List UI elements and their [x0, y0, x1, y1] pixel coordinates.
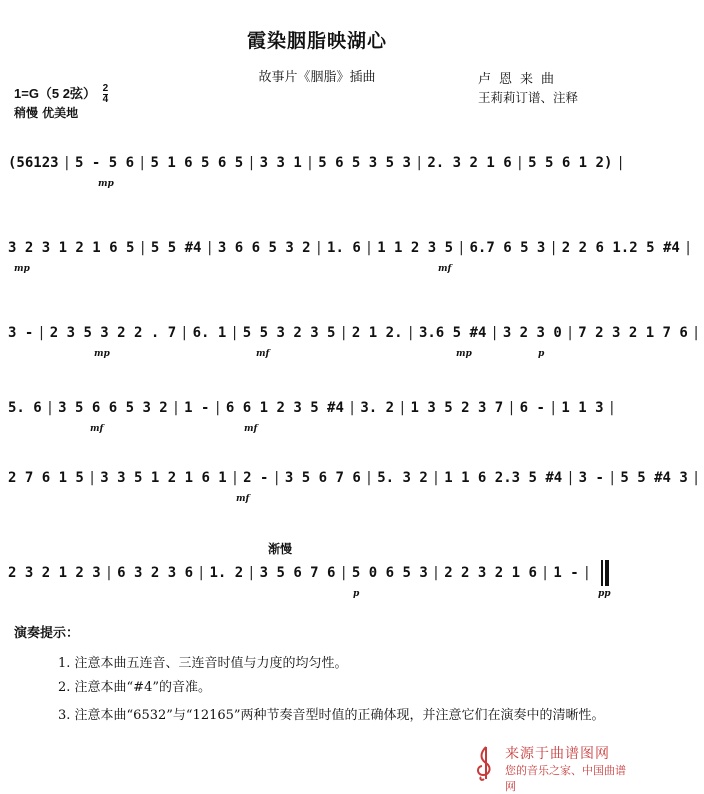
watermark-line-1: 来源于曲谱图网 — [505, 746, 610, 762]
measure: 3 2 3 1 2 1 6 5 | — [8, 240, 151, 256]
score-row-3 — [8, 325, 688, 359]
measure: 5 5 6 1 2) | — [528, 155, 629, 171]
measure: 3 - | — [579, 470, 621, 486]
time-signature-bottom: 4 — [102, 94, 109, 106]
measure: 1 1 6 2.3 5 #4 | — [444, 470, 578, 486]
time-signature — [103, 84, 109, 105]
measure: 1 3 5 2 3 7 | — [411, 400, 520, 416]
tip-item: 3. 注意本曲“6532”与“12165”两种节奏音型时值的正确体现，并注意它们在演奏中的清晰性。 — [58, 708, 605, 723]
key-signature — [14, 83, 108, 105]
dynamic-mark: mp — [94, 349, 110, 359]
measure: 1. 2 | — [209, 565, 259, 581]
score-row-4 — [8, 400, 608, 434]
measure: 2 1 2. | — [352, 325, 419, 341]
page-title: 霞染胭脂映湖心 — [246, 30, 387, 52]
measure: 5 1 6 5 6 5 | — [150, 155, 259, 171]
measure: 6.7 6 5 3 | — [470, 240, 562, 256]
measure: 3 5 6 7 6 | — [260, 565, 352, 581]
arranger: 王莉莉订谱、注释 — [478, 90, 579, 105]
measure: 5 6 5 3 5 3 | — [318, 155, 427, 171]
dynamic-mark: mf — [256, 349, 270, 359]
measure: 2 3 2 1 2 3 | — [8, 565, 117, 581]
dynamic-mark: mf — [244, 424, 258, 434]
dynamic-mark: mp — [456, 349, 472, 359]
score-row-6 — [8, 565, 611, 599]
measure: 6 6 1 2 3 5 #4 | — [226, 400, 360, 416]
measure: 6 3 2 3 6 | — [117, 565, 209, 581]
measure: 5 - 5 6 | — [75, 155, 150, 171]
dynamic-mark: mf — [90, 424, 104, 434]
measure: 2 3 5 3 2 2 . 7 | — [50, 325, 193, 341]
measure: 5. 6 | — [8, 400, 58, 416]
measure: 2 2 3 2 1 6 | — [444, 565, 553, 581]
measure: 1 - | — [184, 400, 226, 416]
measure: 6 - | — [520, 400, 562, 416]
composer: 卢恩来曲 — [478, 72, 563, 87]
key-label: 1=G（5 2弦） — [14, 86, 97, 101]
measure: 3 6 6 5 3 2 | — [218, 240, 327, 256]
tips-heading: 演奏提示： — [14, 626, 80, 641]
measure: 5 0 6 5 3 | — [352, 565, 444, 581]
measure: 1 1 2 3 5 | — [377, 240, 469, 256]
measure: 2 7 6 1 5 | — [8, 470, 100, 486]
dynamic-mark: p — [538, 349, 545, 359]
dynamic-mark: mf — [236, 494, 250, 504]
measure: 5 5 3 2 3 5 | — [243, 325, 352, 341]
measure: 2. 3 2 1 6 | — [427, 155, 528, 171]
measure: 2 - | — [243, 470, 285, 486]
final-barline — [601, 560, 603, 586]
tempo-marking: 稍慢 优美地 — [14, 106, 79, 120]
measure: 3 3 5 1 2 1 6 1 | — [100, 470, 243, 486]
measure: 3 5 6 6 5 3 2 | — [58, 400, 184, 416]
tip-item: 2. 注意本曲“#4”的音准。 — [58, 680, 211, 695]
measure: (56123 | — [8, 155, 75, 171]
measure: 1 - | — [553, 565, 595, 581]
measure: 1. 6 | — [327, 240, 377, 256]
measure: 3 2 3 0 | — [503, 325, 578, 341]
measure: 5 5 #4 3 | — [620, 470, 704, 486]
tip-item: 1. 注意本曲五连音、三连音时值与力度的均匀性。 — [58, 656, 348, 671]
measure: 3 5 6 7 6 | — [285, 470, 377, 486]
score-row-2 — [8, 240, 680, 274]
measure: 2 2 6 1.2 5 #4 | — [562, 240, 696, 256]
measure: 1 1 3 | — [561, 400, 620, 416]
measure: 3. 2 | — [360, 400, 410, 416]
measure: 5. 3 2 | — [377, 470, 444, 486]
treble-clef-icon — [470, 745, 500, 781]
measure: 3 3 1 | — [260, 155, 319, 171]
score-row-5 — [8, 470, 688, 504]
dynamic-mark: p — [353, 589, 360, 599]
subtitle: 故事片《胭脂》插曲 — [258, 70, 376, 85]
measure: 6. 1 | — [193, 325, 243, 341]
dynamic-mark: mf — [438, 264, 452, 274]
time-signature-top: 2 — [102, 83, 109, 95]
dynamic-mark: pp — [598, 589, 611, 599]
watermark-line-2: 您的音乐之家、中国曲谱网 — [505, 764, 626, 793]
final-barline-thick — [605, 560, 609, 586]
measure: 5 5 #4 | — [151, 240, 218, 256]
score-row-1 — [8, 155, 613, 189]
dynamic-mark: mp — [98, 179, 114, 189]
measure: 3.6 5 #4 | — [419, 325, 503, 341]
measure: 3 - | — [8, 325, 50, 341]
measure: 7 2 3 2 1 7 6 | — [578, 325, 704, 341]
gradual-slow-marking: 渐慢 — [268, 542, 293, 556]
dynamic-mark: mp — [14, 264, 30, 274]
